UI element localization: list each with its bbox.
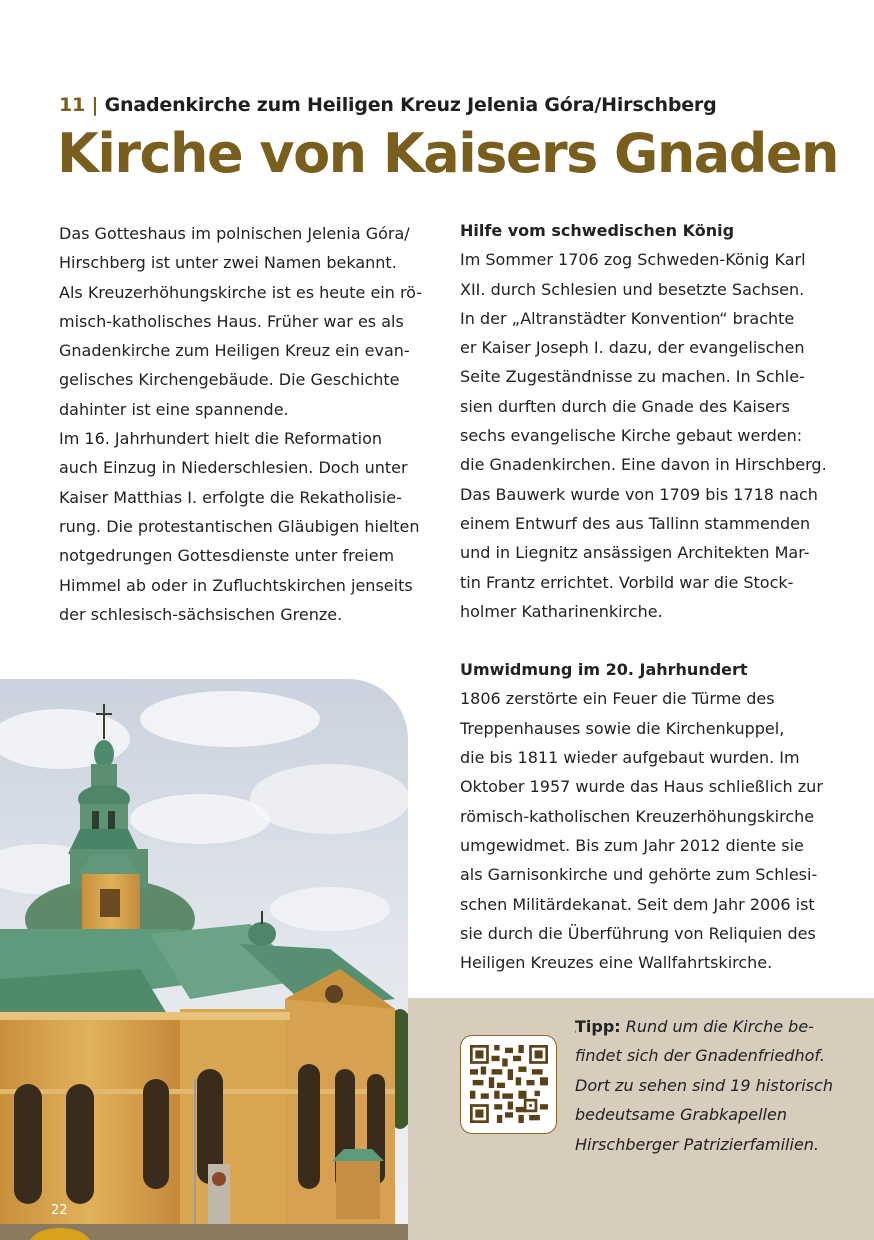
text-line: Als Kreuzerhöhungskirche ist es heute ein rö- (59, 282, 423, 302)
text-line: sie durch die Überführung von Reliquien des (460, 923, 816, 943)
tip-label: Tipp: (575, 1017, 621, 1036)
tip-line: Rund um die Kirche be- (625, 1017, 814, 1036)
text-line: Oktober 1957 wurde das Haus schließlich zur (460, 777, 823, 797)
text-line: der schlesisch-sächsischen Grenze. (59, 604, 343, 624)
text-line: Das Gotteshaus im polnischen Jelenia Góra/ (59, 224, 410, 243)
tip-line: bedeutsame Grabkapellen (575, 1105, 787, 1125)
tip-text (575, 1012, 835, 1159)
text-line: Im 16. Jahrhundert hielt die Reformation (59, 429, 383, 449)
text-line: Seite Zugeständnisse zu machen. In Schle- (460, 367, 805, 387)
text-line: gelisches Kirchengebäude. Die Geschichte (59, 370, 400, 390)
text-line: sechs evangelische Kirche gebaut werden: (460, 426, 803, 446)
text-line: schen Militärdekanat. Seit dem Jahr 2006 ist (460, 894, 815, 914)
text-line: Heiligen Kreuzes eine Wallfahrtskirche. (460, 953, 773, 973)
text-line: Das Bauwerk wurde von 1709 bis 1718 nach (460, 484, 818, 504)
text-line: Gnadenkirche zum Heiligen Kreuz ein evan- (59, 341, 410, 361)
text-line: sien durften durch die Gnade des Kaisers (460, 396, 790, 416)
text-line: In der „Altranstädter Konvention“ brachte (460, 308, 795, 328)
text-line: römisch-katholischen Kreuzerhöhungskirche (460, 806, 815, 826)
left-column (59, 219, 423, 629)
section-kicker (59, 94, 717, 116)
text-line: er Kaiser Joseph I. dazu, der evangelischen (460, 338, 805, 358)
text-line: einem Entwurf des aus Tallinn stammenden (460, 513, 811, 533)
page-number: 22 (51, 1203, 68, 1218)
qr-code-icon (470, 1045, 548, 1123)
text-line: rung. Die protestantischen Gläubigen hielten (59, 516, 420, 536)
tip-first-line (575, 1012, 835, 1041)
section-heading-rededication: Umwidmung im 20. Jahrhundert (460, 660, 748, 680)
tip-line: findet sich der Gnadenfriedhof. (575, 1046, 825, 1066)
text-line: XII. durch Schlesien und besetzte Sachsen. (460, 279, 805, 299)
text-line: Im Sommer 1706 zog Schweden-König Karl (460, 250, 806, 270)
text-line: Hirschberg ist unter zwei Namen bekannt. (59, 253, 397, 273)
page-title: Kirche von Kaisers Gnaden (57, 122, 838, 185)
tip-line: Dort zu sehen sind 19 historisch (575, 1075, 833, 1095)
tip-line: Hirschberger Patrizierfamilien. (575, 1134, 820, 1154)
right-column (460, 216, 830, 977)
text-line: die bis 1811 wieder aufgebaut wurden. Im (460, 748, 800, 768)
text-line: misch-katholisches Haus. Früher war es als (59, 311, 404, 331)
corner-tab-decoration (30, 1228, 90, 1240)
qr-code[interactable] (460, 1035, 557, 1134)
text-line: tin Frantz errichtet. Vorbild war die Stock- (460, 572, 794, 592)
text-line: die Gnadenkirchen. Eine davon in Hirschberg. (460, 455, 827, 475)
text-line: holmer Katharinenkirche. (460, 601, 663, 621)
text-line: Kaiser Matthias I. erfolgte die Rekatholisie- (59, 487, 402, 507)
text-line: Treppenhauses sowie die Kirchenkuppel, (460, 718, 785, 738)
text-line: und in Liegnitz ansässigen Architekten Mar- (460, 543, 810, 563)
text-line: umgewidmet. Bis zum Jahr 2012 diente sie (460, 835, 804, 855)
section-number: 11 (59, 94, 86, 116)
section-separator: | (91, 94, 99, 116)
section-subtitle: Gnadenkirche zum Heiligen Kreuz Jelenia Góra/Hirschberg (104, 94, 717, 116)
text-line: auch Einzug in Niederschlesien. Doch unter (59, 458, 408, 478)
text-line: dahinter ist eine spannende. (59, 399, 289, 419)
text-line: notgedrungen Gottesdienste unter freiem (59, 546, 395, 566)
section-heading-swedish-king: Hilfe vom schwedischen König (460, 221, 735, 240)
text-line: als Garnisonkirche und gehörte zum Schlesi- (460, 865, 818, 885)
church-photo (0, 679, 408, 1240)
text-line: 1806 zerstörte ein Feuer die Türme des (460, 689, 775, 709)
text-line: Himmel ab oder in Zufluchtskirchen jenseits (59, 575, 413, 595)
